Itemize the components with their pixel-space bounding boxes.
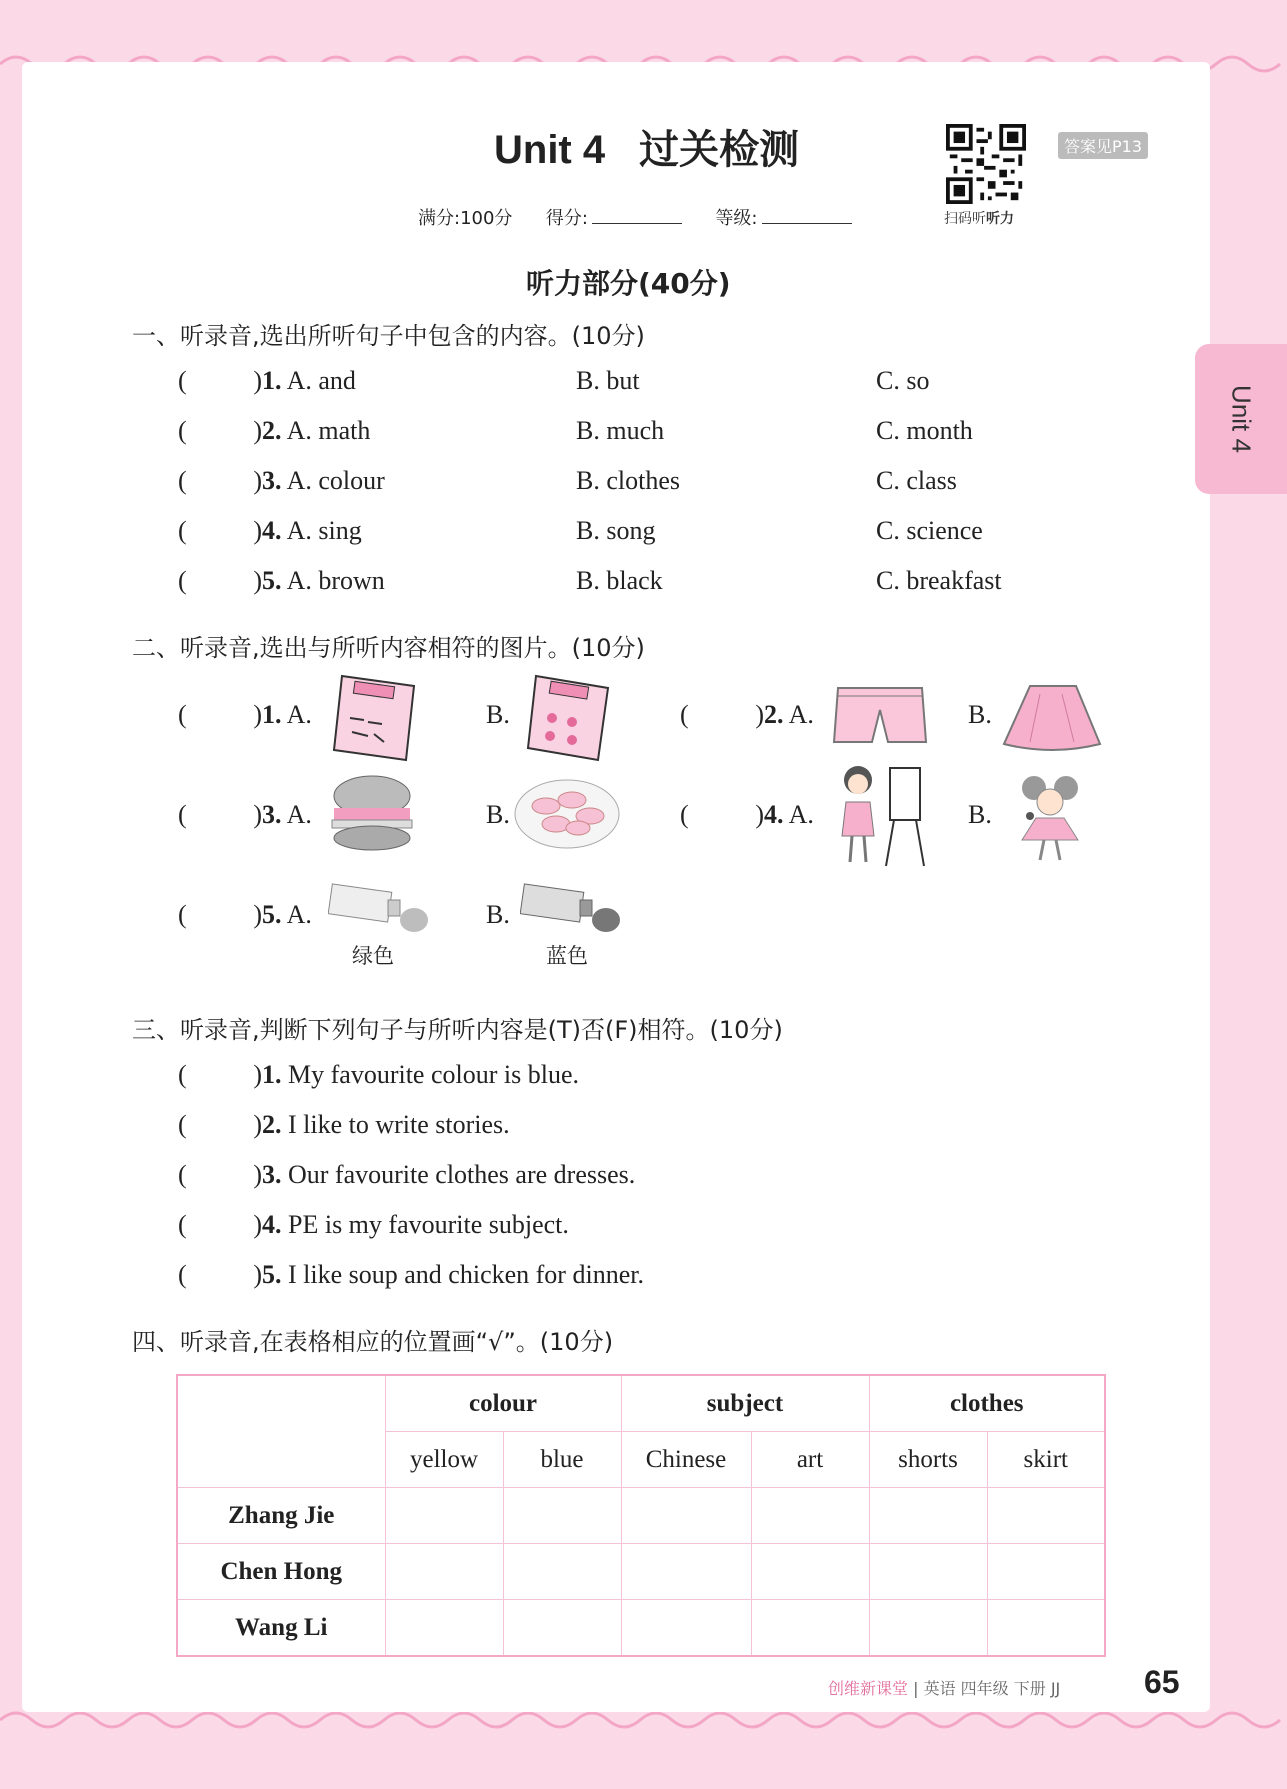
check-cell[interactable] [621,1600,751,1657]
answer-parens[interactable] [178,700,262,730]
table-row [177,1488,1105,1544]
option-a: A. [286,700,312,729]
check-cell[interactable] [385,1544,503,1600]
check-cell[interactable] [751,1544,869,1600]
table-corner-cell [177,1375,385,1488]
column-header: skirt [987,1432,1105,1488]
check-cell[interactable] [751,1488,869,1544]
weekly-schedule-book-image[interactable] [328,672,424,764]
statement-text: I like soup and chicken for dinner. [288,1260,644,1289]
check-cell[interactable] [621,1544,751,1600]
column-header: shorts [869,1432,987,1488]
column-header: art [751,1432,869,1488]
option-a: A. sing [286,516,362,545]
check-cell[interactable] [503,1488,621,1544]
hamburger-image[interactable] [328,772,416,856]
answer-table [176,1374,1106,1657]
answer-parens[interactable] [178,900,262,930]
statement-text: PE is my favourite subject. [288,1210,569,1239]
qr-caption-text: 扫码听 [944,211,986,227]
menu-book-image[interactable] [522,672,614,764]
shorts-image[interactable] [830,682,930,752]
skirt-image[interactable] [1000,680,1104,752]
score-line [418,204,852,230]
check-cell[interactable] [869,1544,987,1600]
option-a: A. [788,700,814,729]
page-title [494,118,799,175]
item-number: 3. [262,466,282,495]
answer-parens[interactable] [178,1210,262,1240]
s1-item [178,566,385,596]
answer-parens[interactable] [178,1060,262,1090]
answer-parens[interactable] [680,800,764,830]
s3-item [178,1260,644,1290]
item-number: 5. [262,900,282,929]
item-number: 5. [262,566,282,595]
check-cell[interactable] [987,1488,1105,1544]
s2-item-3-b: B. [486,800,510,829]
s2-item-2 [680,700,814,730]
section4-heading: 四、听录音,在表格相应的位置画“√”。(10分) [132,1328,614,1356]
check-cell[interactable] [621,1488,751,1544]
item-number: 4. [262,516,282,545]
grade-label: 等级: [715,208,758,229]
column-header: blue [503,1432,621,1488]
page-number: 65 [1144,1664,1180,1700]
option-b: B. much [576,416,665,445]
s2-item-2-b: B. [968,700,992,729]
check-cell[interactable] [385,1488,503,1544]
answer-parens[interactable] [178,366,262,396]
unit-label: Unit 4 [494,128,606,172]
side-tab-label: Unit 4 [1226,385,1257,453]
s3-item [178,1210,569,1240]
listening-part-title: 听力部分(40分) [526,267,731,300]
column-header: yellow [385,1432,503,1488]
answer-parens[interactable] [178,1260,262,1290]
test-label: 过关检测 [639,128,800,172]
girl-singing-image[interactable] [1008,772,1092,864]
answer-parens[interactable] [178,566,262,596]
answer-parens[interactable] [178,416,262,446]
grade-blank[interactable] [762,223,852,224]
answer-parens[interactable] [680,700,764,730]
option-b: B. song [576,516,656,545]
option-c: C. so [876,366,930,395]
item-number: 2. [262,1110,282,1139]
s2-item-4-b: B. [968,800,992,829]
answer-parens[interactable] [178,466,262,496]
group-header: subject [621,1375,869,1432]
s2-item-1-b: B. [486,700,510,729]
option-a: A. [286,900,312,929]
answer-reference-badge: 答案见P13 [1058,132,1148,159]
option-a: A. brown [286,566,385,595]
check-cell[interactable] [503,1544,621,1600]
s1-item [178,516,362,546]
s2-item-4 [680,800,814,830]
girl-painting-image[interactable] [838,762,928,870]
score-label: 得分: [545,208,588,229]
answer-parens[interactable] [178,1160,262,1190]
option-a: A. and [286,366,356,395]
dumplings-plate-image[interactable] [512,776,622,852]
column-header: Chinese [621,1432,751,1488]
option-a: A. colour [286,466,385,495]
s3-item [178,1160,635,1190]
s1-item [178,416,370,446]
s2-item-5-b: B. [486,900,510,929]
table-row [177,1600,1105,1657]
option-a: A. [286,800,312,829]
qr-caption-bold: 听力 [986,211,1014,227]
blue-paint-tube-image[interactable] [520,880,622,938]
group-header: colour [385,1375,621,1432]
s1-item [178,366,356,396]
item-number: 3. [262,800,282,829]
option-c: C. breakfast [876,566,1002,595]
option-c: C. class [876,466,957,495]
s2-item-3 [178,800,312,830]
item-number: 5. [262,1260,282,1289]
section1-heading: 一、听录音,选出所听句子中包含的内容。(10分) [132,322,645,350]
answer-parens[interactable] [178,516,262,546]
item-number: 4. [262,1210,282,1239]
check-cell[interactable] [385,1600,503,1657]
table-row [177,1544,1105,1600]
section2-heading: 二、听录音,选出与所听内容相符的图片。(10分) [132,634,645,662]
full-score: 满分:100分 [418,208,513,229]
section3-heading: 三、听录音,判断下列句子与所听内容是(T)否(F)相符。(10分) [132,1016,783,1044]
row-header: Chen Hong [177,1544,385,1600]
option-c: C. science [876,516,983,545]
qr-code-icon[interactable] [946,124,1026,204]
score-blank[interactable] [592,223,682,224]
check-cell[interactable] [869,1488,987,1544]
item-number: 1. [262,366,282,395]
check-cell[interactable] [751,1600,869,1657]
option-c: C. month [876,416,973,445]
s1-item [178,466,385,496]
s3-item [178,1110,510,1140]
statement-text: Our favourite clothes are dresses. [288,1160,636,1189]
statement-text: I like to write stories. [288,1110,510,1139]
check-cell[interactable] [869,1600,987,1657]
blue-caption: 蓝色 [546,944,588,968]
answer-parens[interactable] [178,1110,262,1140]
s2-item-5 [178,900,312,930]
check-cell[interactable] [987,1544,1105,1600]
row-header: Wang Li [177,1600,385,1657]
answer-parens[interactable] [178,800,262,830]
item-number: 2. [764,700,784,729]
footer-brand: 创维新课堂 [828,1679,909,1698]
statement-text: My favourite colour is blue. [288,1060,579,1089]
item-number: 4. [764,800,784,829]
check-cell[interactable] [503,1600,621,1657]
check-cell[interactable] [987,1600,1105,1657]
option-b: B. but [576,366,640,395]
option-b: B. clothes [576,466,680,495]
green-caption: 绿色 [352,944,394,968]
s2-item-1 [178,700,312,730]
option-b: B. black [576,566,663,595]
option-a: A. math [286,416,371,445]
item-number: 3. [262,1160,282,1189]
row-header: Zhang Jie [177,1488,385,1544]
side-unit-tab [1195,344,1287,494]
s3-item [178,1060,579,1090]
item-number: 1. [262,700,282,729]
item-number: 2. [262,416,282,445]
footer-book-info: 英语 四年级 下册 JJ [923,1679,1061,1698]
option-a: A. [788,800,814,829]
item-number: 1. [262,1060,282,1089]
green-paint-tube-image[interactable] [328,880,428,938]
qr-caption [944,208,1014,228]
group-header: clothes [869,1375,1105,1432]
footer-info: 创维新课堂 | 英语 四年级 下册 JJ [828,1679,1061,1698]
